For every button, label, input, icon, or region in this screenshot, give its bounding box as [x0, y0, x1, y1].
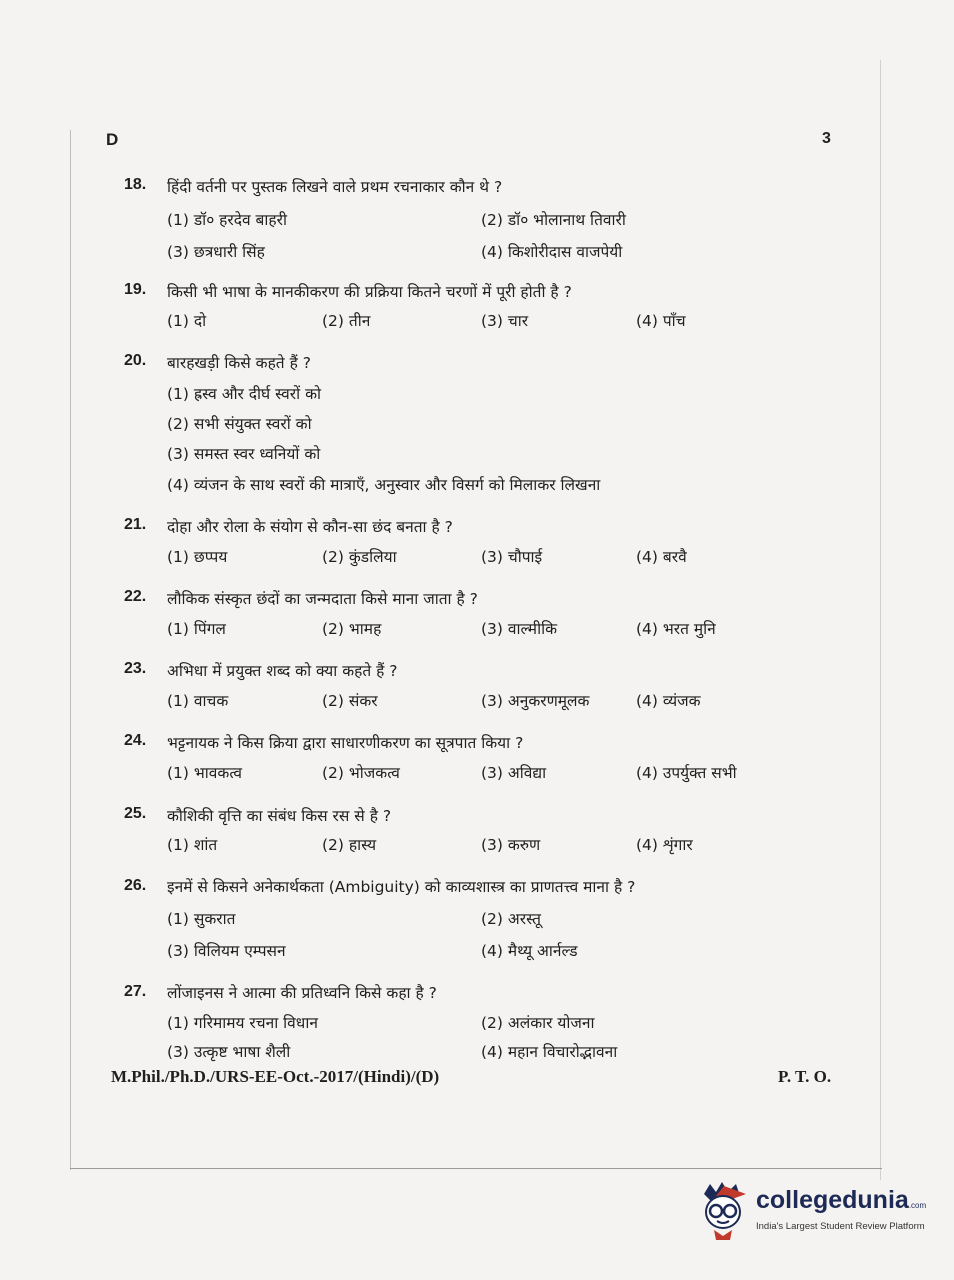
brand-suffix: .com: [908, 1201, 927, 1210]
option: (4) व्यंजक: [636, 692, 701, 710]
option: (3) अविद्या: [481, 764, 547, 782]
question-number: 21.: [124, 516, 147, 533]
question-text: अभिधा में प्रयुक्त शब्द को क्या कहते हैं ?: [167, 662, 398, 680]
option: (2) भामह: [322, 620, 382, 638]
paper-code: M.Phil./Ph.D./URS-EE-Oct.-2017/(Hindi)/(D): [111, 1067, 440, 1086]
question-text: इनमें से किसने अनेकार्थकता (Ambiguity) को काव्यशास्त्र का प्राणतत्त्व माना है ?: [167, 878, 636, 896]
question-number: 25.: [124, 805, 147, 822]
page-edge: [70, 1168, 882, 1169]
option: (3) अनुकरणमूलक: [481, 692, 590, 710]
mascot-logo-icon: [696, 1180, 752, 1242]
option: (1) ह्रस्व और दीर्घ स्वरों को: [167, 385, 321, 403]
option: (4) उपर्युक्त सभी: [636, 764, 737, 782]
question-text: लोंजाइनस ने आत्मा की प्रतिध्वनि किसे कहा है ?: [167, 984, 437, 1002]
page-edge: [880, 60, 881, 1180]
option: (1) सुकरात: [167, 910, 236, 928]
option: (2) अरस्तू: [481, 910, 541, 928]
question-text: लौकिक संस्कृत छंदों का जन्मदाता किसे माना जाता है ?: [167, 590, 478, 608]
question-number: 24.: [124, 732, 147, 749]
page-number: 3: [822, 130, 831, 147]
option: (1) डॉ० हरदेव बाहरी: [167, 211, 287, 229]
pto-label: P. T. O.: [778, 1067, 832, 1086]
option: (1) छप्पय: [167, 548, 228, 566]
option: (4) किशोरीदास वाजपेयी: [481, 243, 623, 261]
option: (4) बरवै: [636, 548, 687, 566]
option: (2) कुंडलिया: [322, 548, 397, 566]
question-text: किसी भी भाषा के मानकीकरण की प्रक्रिया कितने चरणों में पूरी होती है ?: [167, 283, 572, 301]
option: (4) महान विचारोद्भावना: [481, 1043, 618, 1061]
question-number: 19.: [124, 281, 147, 298]
option: (2) तीन: [322, 312, 371, 330]
question-text: दोहा और रोला के संयोग से कौन-सा छंद बनता है ?: [167, 518, 453, 536]
option: (4) पाँच: [636, 312, 686, 330]
brand-tagline: India's Largest Student Review Platform: [756, 1221, 925, 1232]
question-text: कौशिकी वृत्ति का संबंध किस रस से है ?: [167, 807, 392, 825]
option: (2) अलंकार योजना: [481, 1014, 595, 1032]
option: (2) सभी संयुक्त स्वरों को: [167, 415, 312, 433]
option: (4) व्यंजन के साथ स्वरों की मात्राएँ, अनुस्वार और विसर्ग को मिलाकर लिखना: [167, 476, 601, 494]
question-number: 20.: [124, 352, 147, 369]
option: (1) पिंगल: [167, 620, 226, 638]
option: (3) छत्रधारी सिंह: [167, 243, 265, 261]
option: (3) विलियम एम्पसन: [167, 942, 286, 960]
question-number: 18.: [124, 176, 147, 193]
option: (3) उत्कृष्ट भाषा शैली: [167, 1043, 291, 1061]
option: (2) संकर: [322, 692, 378, 710]
option: (1) शांत: [167, 836, 218, 854]
option: (4) शृंगार: [636, 836, 693, 854]
option: (1) भावकत्व: [167, 764, 243, 782]
option: (3) चार: [481, 312, 529, 330]
option: (3) करुण: [481, 836, 541, 854]
option: (4) मैथ्यू आर्नल्ड: [481, 942, 578, 960]
option: (1) गरिमामय रचना विधान: [167, 1014, 318, 1032]
collegedunia-watermark: [696, 1180, 926, 1250]
question-number: 23.: [124, 660, 147, 677]
option: (1) दो: [167, 312, 207, 330]
option: (3) चौपाई: [481, 548, 543, 566]
question-number: 26.: [124, 877, 147, 894]
question-text: हिंदी वर्तनी पर पुस्तक लिखने वाले प्रथम रचनाकार कौन थे ?: [167, 178, 503, 196]
question-text: भट्टनायक ने किस क्रिया द्वारा साधारणीकरण का सूत्रपात किया ?: [167, 734, 524, 752]
option: (2) भोजकत्व: [322, 764, 400, 782]
question-text: बारहखड़ी किसे कहते हैं ?: [167, 354, 311, 372]
option: (2) हास्य: [322, 836, 377, 854]
option: (4) भरत मुनि: [636, 620, 716, 638]
question-number: 27.: [124, 983, 147, 1000]
question-number: 22.: [124, 588, 147, 605]
brand-text: collegedunia: [756, 1186, 909, 1214]
set-code: D: [106, 130, 119, 149]
option: (3) वाल्मीकि: [481, 620, 558, 638]
option: (2) डॉ० भोलानाथ तिवारी: [481, 211, 626, 229]
option: (1) वाचक: [167, 692, 229, 710]
brand-name: [756, 1186, 926, 1215]
page-edge: [70, 130, 71, 1170]
option: (3) समस्त स्वर ध्वनियों को: [167, 445, 321, 463]
